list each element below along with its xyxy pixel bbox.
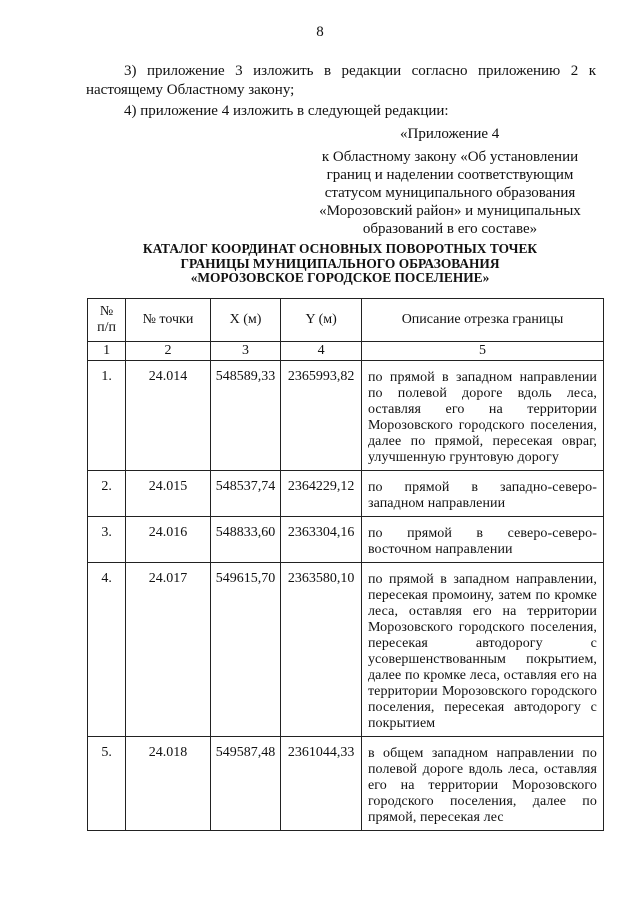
x-coordinate: 548537,74	[210, 471, 281, 517]
appendix-line: образований в его составе»	[362, 221, 538, 237]
page-number: 8	[316, 24, 324, 40]
coordinates-table	[87, 298, 604, 831]
table-header-row	[88, 299, 604, 342]
column-number: 3	[210, 342, 281, 361]
paragraph-item-3: 3) приложение 3 изложить в редакции согласно приложению 2 к настоящему Областному закону;	[86, 63, 596, 98]
heading-line: ГРАНИЦЫ МУНИЦИПАЛЬНОГО ОБРАЗОВАНИЯ	[180, 255, 500, 271]
point-id: 24.014	[126, 361, 211, 471]
table-row	[88, 471, 604, 517]
table-row	[88, 737, 604, 831]
x-coordinate: 548833,60	[210, 517, 281, 563]
row-number: 5.	[88, 737, 126, 831]
segment-description: по прямой в северо-северо-восточном направлении	[361, 517, 603, 563]
table-row	[88, 361, 604, 471]
table-row	[88, 517, 604, 563]
heading-line: «МОРОЗОВСКОЕ ГОРОДСКОЕ ПОСЕЛЕНИЕ»	[190, 270, 490, 285]
point-id: 24.016	[126, 517, 211, 563]
row-number: 1.	[88, 361, 126, 471]
segment-description: в общем западном направлении по полевой дороге вдоль леса, оставляя его на территории Морозовского городского поселения, далее по прямой, пересекая лес	[361, 737, 603, 831]
appendix-line: границ и наделении соответствующим	[326, 167, 574, 183]
column-number: 1	[88, 342, 126, 361]
segment-description: по прямой в западно-северо-западном направлении	[361, 471, 603, 517]
y-coordinate: 2363304,16	[281, 517, 362, 563]
y-coordinate: 2364229,12	[281, 471, 362, 517]
table-row	[88, 563, 604, 737]
segment-description: по прямой в западном направлении, пересекая промоину, затем по кромке леса, оставляя его на территории Морозовского городского поселения, пересекая автодорогу с усовершенствованным покрытием, далее по кромке леса, оставляя его на территории Морозовского городского поселения, пересекая автодорогу с покрытием	[361, 563, 603, 737]
x-coordinate: 549615,70	[210, 563, 281, 737]
header-description: Описание отрезка границы	[361, 299, 603, 342]
point-id: 24.015	[126, 471, 211, 517]
y-coordinate: 2363580,10	[281, 563, 362, 737]
heading-line: КАТАЛОГ КООРДИНАТ ОСНОВНЫХ ПОВОРОТНЫХ ТОЧЕК	[142, 241, 538, 256]
header-num-line: п/п	[97, 320, 117, 335]
header-y: Y (м)	[281, 299, 362, 342]
header-x: X (м)	[210, 299, 281, 342]
header-num	[88, 299, 126, 342]
column-number-row	[88, 342, 604, 361]
appendix-line: к Областному закону «Об установлении	[321, 149, 579, 165]
appendix-line: статусом муниципального образования	[324, 185, 576, 201]
paragraph-item-4: 4) приложение 4 изложить в следующей редакции:	[124, 103, 449, 119]
point-id: 24.017	[126, 563, 211, 737]
catalog-heading	[80, 242, 600, 286]
row-number: 4.	[88, 563, 126, 737]
x-coordinate: 549587,48	[210, 737, 281, 831]
x-coordinate: 548589,33	[210, 361, 281, 471]
segment-description: по прямой в западном направлении по полевой дороге вдоль леса, оставляя его на территории Морозовского городского поселения, далее по прямой, пересекая овраг, улучшенную грунтовую дорогу	[361, 361, 603, 471]
column-number: 2	[126, 342, 211, 361]
row-number: 2.	[88, 471, 126, 517]
appendix-title: «Приложение 4	[400, 126, 500, 142]
y-coordinate: 2365993,82	[281, 361, 362, 471]
row-number: 3.	[88, 517, 126, 563]
y-coordinate: 2361044,33	[281, 737, 362, 831]
header-point: № точки	[126, 299, 211, 342]
appendix-reference	[310, 148, 590, 238]
header-num-line: №	[99, 304, 114, 319]
column-number: 4	[281, 342, 362, 361]
appendix-line: «Морозовский район» и муниципальных	[319, 203, 581, 219]
column-number: 5	[361, 342, 603, 361]
point-id: 24.018	[126, 737, 211, 831]
